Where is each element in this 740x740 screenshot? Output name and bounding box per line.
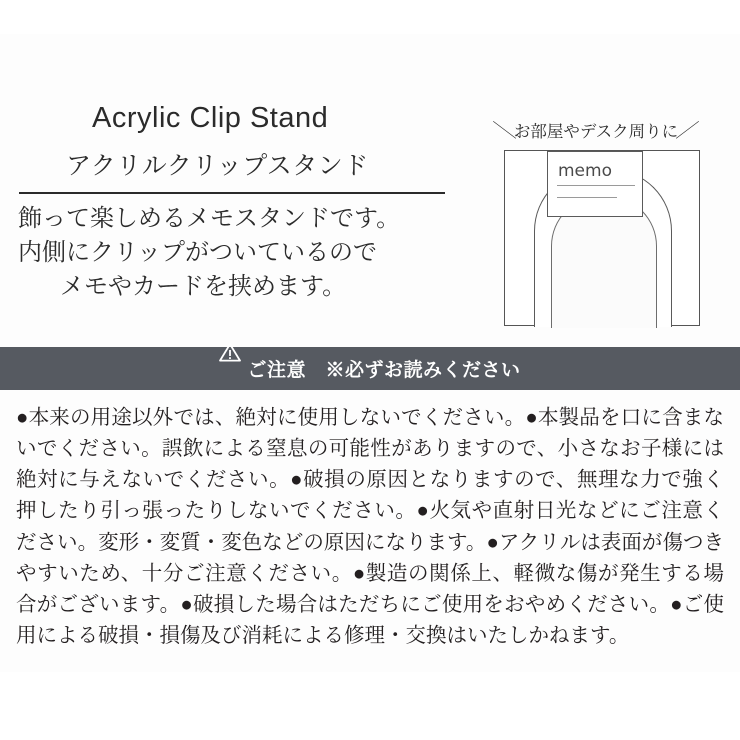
description-line-1: 飾って楽しめるメモスタンドです。 <box>18 205 401 232</box>
memo-card-label: memo <box>558 161 612 181</box>
memo-card-ruled-line <box>557 185 635 186</box>
memo-card-ruled-line <box>557 197 617 198</box>
memo-card-shape <box>547 151 643 217</box>
description-line-2: 内側にクリップがついているので <box>18 239 378 267</box>
caption-slash-right-icon: ／ <box>674 121 700 142</box>
product-description <box>18 202 488 304</box>
title-divider <box>19 192 445 194</box>
illustration-caption: お部屋やデスク周りに <box>513 123 679 141</box>
label-top-section <box>0 34 740 347</box>
caution-body-text: ●本来の用途以外では、絶対に使用しないでください。●本製品を口に含まないでください。誤飲による窒息の可能性がありますので、小さなお子様には絶対に与えないでください。●破損の原因となりますので、無理な力で強く押したり引っ張ったりしないでください。●火気や直射日光などにご注意ください。変形・変質・変色などの原因になります。●アクリルは表面が傷つきやすいため、十分ご注意ください。●製造の関係上、軽微な傷が発生する場合がございます。●破損した場合はただちにご使用をおやめください。●ご使用による破損・損傷及び消耗による修理・交換はいたしかねます。 <box>16 406 724 648</box>
warning-triangle-icon <box>219 360 239 377</box>
product-title-ja: アクリルクリップスタンド <box>66 152 369 180</box>
label-card <box>0 34 740 672</box>
caution-header-inner <box>219 355 520 382</box>
illustration-frame <box>504 150 700 326</box>
caution-header-bar <box>0 347 740 390</box>
caption-slash-left-icon: ＼ <box>492 121 518 142</box>
product-title-en: Acrylic Clip Stand <box>92 102 329 134</box>
caution-heading: ご注意 ※必ずお読みください <box>247 360 521 381</box>
illustration-caption-row <box>480 116 712 143</box>
description-line-3: メモやカードを挟めます。 <box>60 273 347 301</box>
product-illustration <box>480 84 712 334</box>
